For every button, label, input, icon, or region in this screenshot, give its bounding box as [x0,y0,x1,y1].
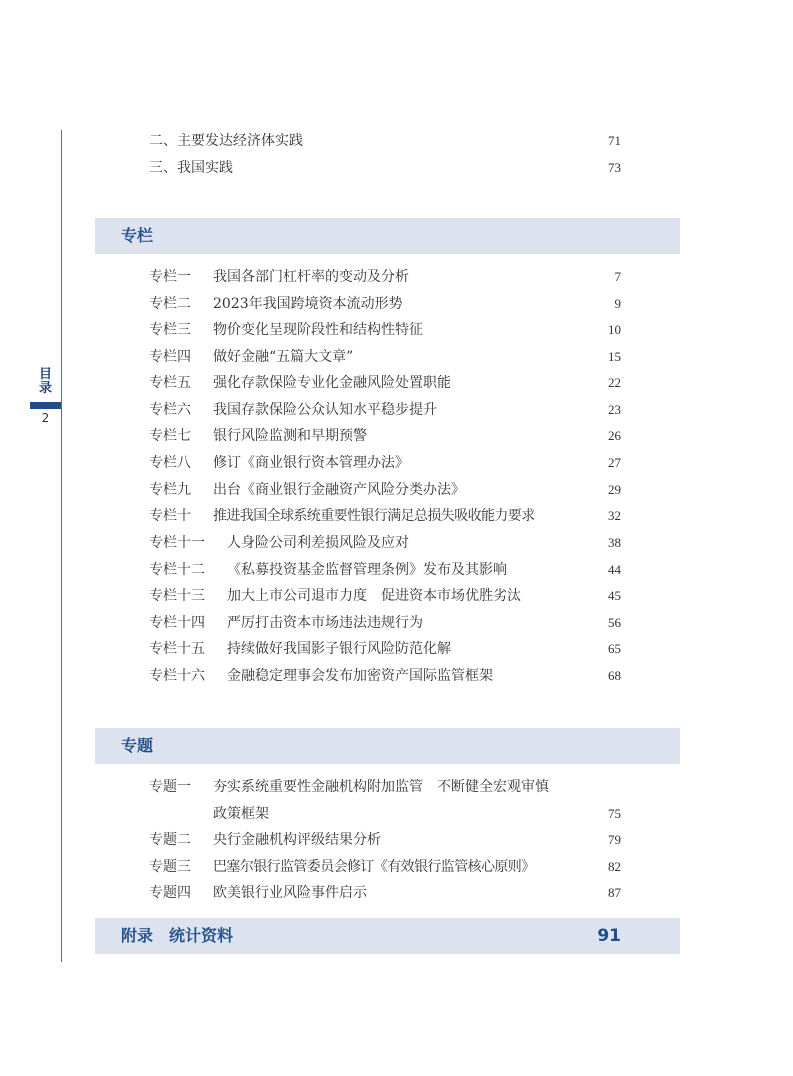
toc-entry-title: 严厉打击资本市场违法违规行为 [227,615,423,631]
toc-entry-page: 71 [608,133,621,148]
toc-entry-page: 73 [608,160,621,175]
toc-entry-page: 23 [608,402,621,417]
toc-entry[interactable] [149,636,621,662]
toc-entry-continued[interactable] [149,801,621,827]
toc-entry-label: 专栏八 [149,455,191,471]
toc-entry-label: 专栏九 [149,482,191,498]
toc-entry-label: 专栏四 [149,349,191,365]
toc-entry-title: 推进我国全球系统重要性银行满足总损失吸收能力要求 [213,508,535,524]
section-heading: 专栏 [121,226,154,245]
toc-entry[interactable] [149,854,621,880]
side-tab-label: 目录 [38,367,52,396]
toc-entry-title: 夯实系统重要性金融机构附加监管 不断健全宏观审慎 [213,779,549,795]
page-number: 2 [41,411,50,425]
toc-entry-label: 专栏二 [149,296,191,312]
toc-entry[interactable] [149,344,621,370]
toc-entry-page: 65 [608,641,621,656]
toc-entry-title: 物价变化呈现阶段性和结构性特征 [213,322,423,338]
toc-entry[interactable] [149,610,621,636]
toc-entry-title: 出台《商业银行金融资产风险分类办法》 [213,482,465,498]
toc-entry-title: 银行风险监测和早期预警 [213,428,367,444]
toc-entry-title: 强化存款保险专业化金融风险处置职能 [213,375,451,391]
toc-entry-page: 38 [608,535,621,550]
toc-entry[interactable] [149,450,621,476]
section-header-topics [95,728,680,764]
toc-entry-title: 持续做好我国影子银行风险防范化解 [227,641,451,657]
toc-entry[interactable] [149,880,621,906]
toc-entry-title: 我国存款保险公众认知水平稳步提升 [213,402,437,418]
toc-entry-label: 专栏十四 [149,615,205,631]
toc-entry-page: 27 [608,455,621,470]
toc-entry-label: 专栏六 [149,402,191,418]
toc-entry[interactable] [149,423,621,449]
toc-entry-label: 专栏十一 [149,535,205,551]
toc-entry-page: 15 [608,349,621,364]
toc-entry-label: 专栏十 [149,508,191,524]
toc-entry-title: 巴塞尔银行监管委员会修订《有效银行监管核心原则》 [213,859,535,875]
toc-entry[interactable] [149,530,621,556]
toc-entry-page: 22 [608,375,621,390]
toc-entry[interactable] [149,370,621,396]
toc-entry-page: 56 [608,615,621,630]
toc-entry-label: 专栏三 [149,322,191,338]
toc-entry-label: 专栏十二 [149,562,205,578]
toc-entry[interactable] [149,477,621,503]
toc-entry-page: 87 [608,885,621,900]
toc-entry-page: 68 [608,668,621,683]
toc-entry-title: 加大上市公司退市力度 促进资本市场优胜劣汰 [227,588,521,604]
toc-entry-label: 专题二 [149,832,191,848]
toc-entry-page: 9 [614,296,621,311]
appendix-page: 91 [597,926,621,946]
toc-entry-title: 修订《商业银行资本管理办法》 [213,455,409,471]
toc-entry-title: 我国各部门杠杆率的变动及分析 [213,269,409,285]
appendix-heading: 附录 统计资料 [121,926,234,945]
section-header-appendix[interactable] [95,918,680,954]
toc-entry-label: 专题三 [149,859,191,875]
toc-entry[interactable] [149,317,621,343]
toc-entry[interactable] [149,155,621,181]
toc-entry-label: 专栏一 [149,269,191,285]
toc-entry-page: 26 [608,428,621,443]
toc-entry-page: 32 [608,508,621,523]
toc-entry-title: 三、我国实践 [149,160,233,176]
toc-entry-title: 欧美银行业风险事件启示 [213,885,367,901]
toc-entry-page: 79 [608,832,621,847]
toc-entry[interactable] [149,291,621,317]
toc-entry-page: 7 [614,269,621,284]
toc-entry[interactable] [149,583,621,609]
left-vertical-rule [61,130,62,962]
toc-entry-title: 2023年我国跨境资本流动形势 [213,296,403,312]
side-tab [30,368,61,425]
toc-entry-label: 专栏七 [149,428,191,444]
toc-entry-title: 金融稳定理事会发布加密资产国际监管框架 [227,668,493,684]
toc-entry-title: 二、主要发达经济体实践 [149,133,303,149]
toc-entry-label: 专题一 [149,779,191,795]
toc-entry-label: 专题四 [149,885,191,901]
toc-entry[interactable] [149,663,621,689]
toc-entry-page: 82 [608,859,621,874]
toc-entry-page: 45 [608,588,621,603]
toc-entry-title: 央行金融机构评级结果分析 [213,832,381,848]
toc-entry-page: 10 [608,322,621,337]
toc-entry-label: 专栏五 [149,375,191,391]
toc-entry-title-cont: 政策框架 [213,806,269,822]
toc-entry[interactable] [149,503,621,529]
section-header-columns [95,218,680,254]
toc-entry-title: 《私募投资基金监督管理条例》发布及其影响 [227,562,507,578]
toc-entry[interactable] [149,397,621,423]
toc-entry[interactable] [149,128,621,154]
section-heading: 专题 [121,736,154,755]
toc-entry-title: 人身险公司利差损风险及应对 [227,535,409,551]
toc-entry-label: 专栏十六 [149,668,205,684]
side-tab-marker [30,402,61,409]
toc-entry[interactable] [149,264,621,290]
toc-entry-page: 29 [608,482,621,497]
toc-entry-label: 专栏十五 [149,641,205,657]
toc-entry-page: 44 [608,562,621,577]
toc-entry[interactable] [149,557,621,583]
toc-entry-label: 专栏十三 [149,588,205,604]
toc-entry-page: 75 [608,806,621,821]
toc-entry[interactable] [149,827,621,853]
toc-entry[interactable] [149,774,621,800]
toc-entry-title: 做好金融“五篇大文章” [213,349,354,365]
